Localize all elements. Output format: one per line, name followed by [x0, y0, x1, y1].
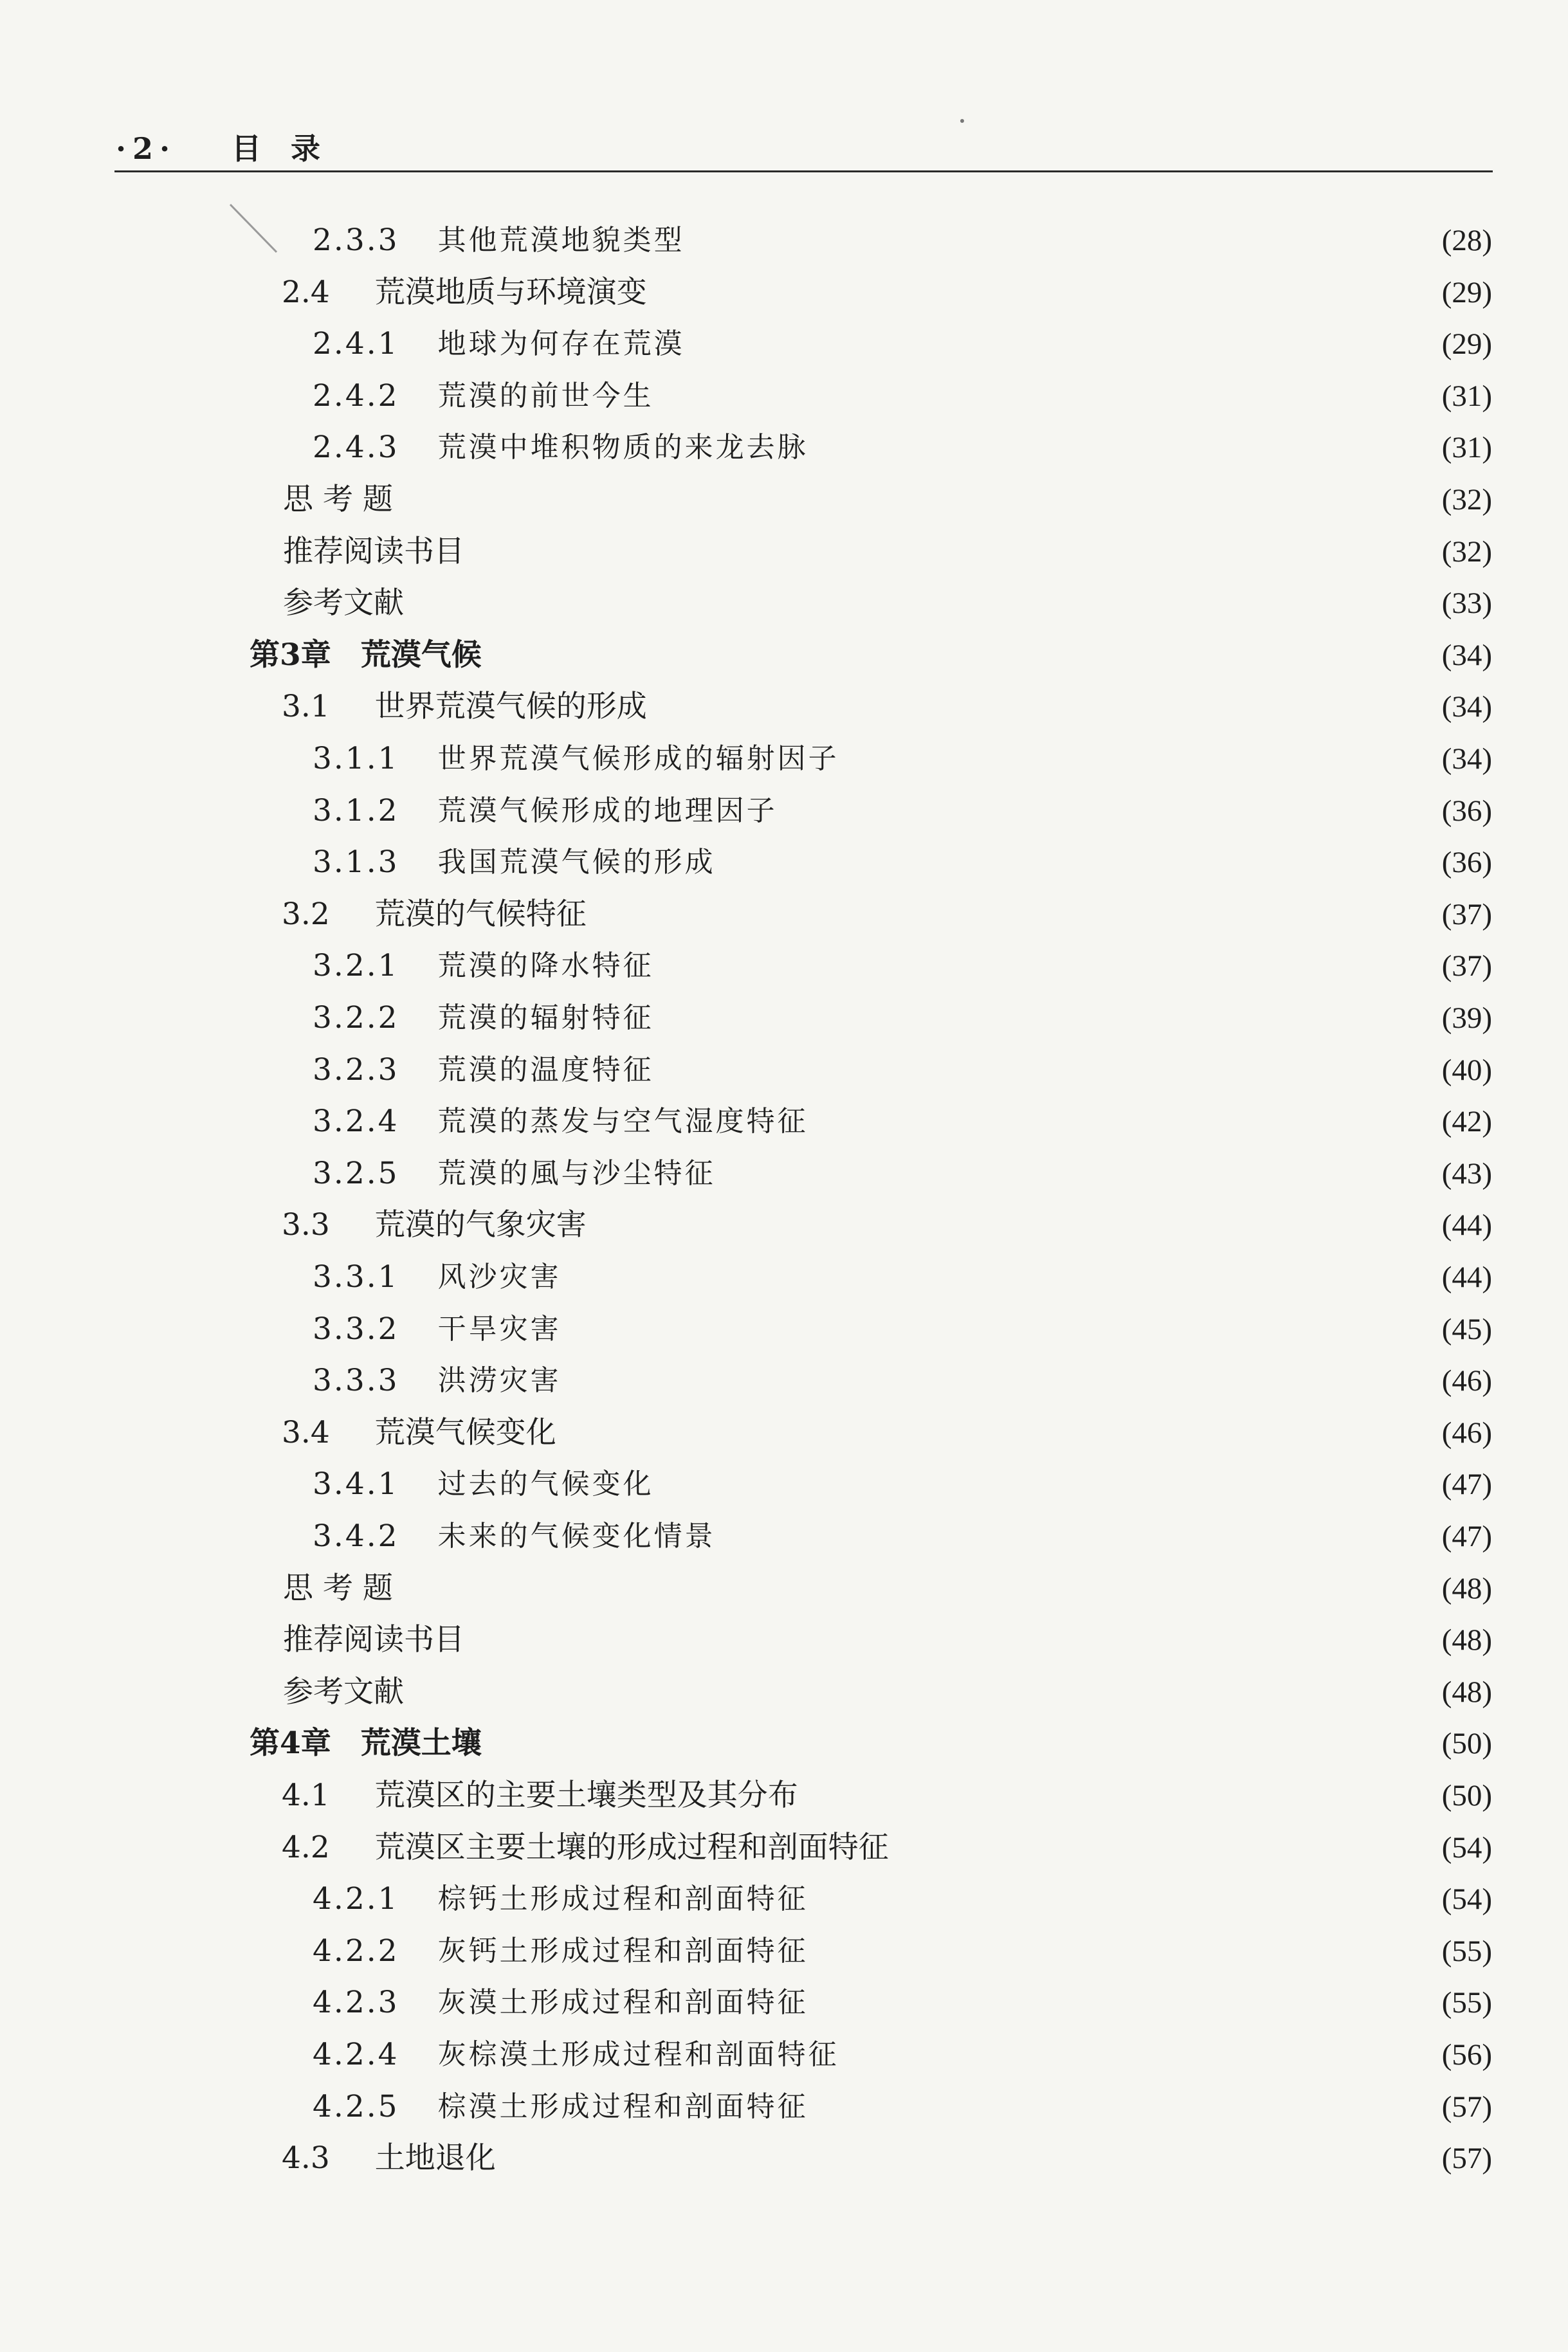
dot-leader [421, 1666, 1411, 1718]
toc-entry-page: (39) [1441, 1001, 1492, 1035]
toc-entry-page: (57) [1441, 2090, 1492, 2124]
toc-entry-page: (29) [1441, 327, 1492, 361]
toc-entry-title: 荒漠的辐射特征 [437, 1001, 654, 1034]
toc-entry-number: 4.2.5 [313, 2088, 399, 2124]
toc-entry-number: 3.3.1 [313, 1259, 399, 1295]
dot-leader [828, 1977, 1411, 2028]
toc-entry-title: 其他荒漠地貌类型 [437, 224, 685, 257]
toc-entry-number: 2.4.1 [313, 326, 399, 362]
toc-entry [0, 681, 1568, 733]
toc-entry-title: 过去的气候变化 [437, 1468, 654, 1501]
toc-entry-title: 世界荒漠气候的形成 [374, 689, 647, 725]
toc-entry [0, 1044, 1568, 1096]
toc-entry-number: 第3章 [250, 637, 331, 673]
toc-entry-page: (31) [1441, 379, 1492, 413]
toc-entry-title: 荒漠的前世今生 [437, 379, 654, 412]
dot-leader [498, 630, 1411, 681]
dot-leader [673, 370, 1411, 422]
toc-entry [0, 1770, 1568, 1821]
dot-leader [735, 1148, 1411, 1199]
toc-entry-page: (32) [1441, 534, 1492, 569]
toc-entry [0, 1355, 1568, 1407]
toc-entry-number: 3.2.2 [313, 1000, 399, 1035]
toc-entry-title: 荒漠气候形成的地理因子 [437, 794, 778, 827]
toc-entry [0, 370, 1568, 422]
toc-entry [0, 1459, 1568, 1510]
toc-entry [0, 1614, 1568, 1666]
toc-entry-number: 3.3 [282, 1207, 330, 1243]
toc-entry-title: 荒漠的蒸发与空气湿度特征 [437, 1105, 808, 1138]
toc-entry-title: 棕漠土形成过程和剖面特征 [437, 2090, 808, 2123]
toc-entry-number: 2.3.3 [313, 223, 399, 258]
toc-entry [0, 422, 1568, 473]
dot-leader [704, 215, 1411, 266]
toc-entry-number: 2.4 [282, 274, 330, 310]
toc-entry [0, 940, 1568, 992]
toc-entry [0, 1407, 1568, 1459]
dot-leader [410, 474, 1411, 525]
toc-entry-title: 未来的气候变化情景 [437, 1520, 716, 1553]
toc-entry-page: (36) [1441, 794, 1492, 828]
toc-entry-title: 参考文献 [283, 585, 404, 621]
toc-entry [0, 2081, 1568, 2133]
toc-entry [0, 526, 1568, 578]
toc-entry-page: (31) [1441, 431, 1492, 465]
page-number: ·2· [116, 131, 177, 166]
toc-entry-number: 3.2.3 [313, 1052, 399, 1088]
toc-entry [0, 1096, 1568, 1147]
toc-entry-title: 棕钙土形成过程和剖面特征 [437, 1883, 808, 1916]
toc-entry-page: (54) [1441, 1830, 1492, 1864]
toc-entry-page: (48) [1441, 1675, 1492, 1709]
toc-entry-number: 3.2.4 [313, 1104, 399, 1140]
toc-entry-title: 推荐阅读书目 [283, 1622, 464, 1658]
toc-entry-number: 3.4 [282, 1414, 330, 1450]
dot-leader [513, 2133, 1411, 2184]
toc-entry-page: (40) [1441, 1053, 1492, 1087]
dot-leader [797, 785, 1411, 837]
toc-entry-title: 荒漠的温度特征 [437, 1053, 654, 1086]
toc-entry-number: 3.1.2 [313, 792, 399, 828]
toc-entry [0, 1252, 1568, 1303]
toc-entry-number: 4.2.4 [313, 2037, 399, 2072]
toc-entry-title: 地球为何存在荒漠 [437, 327, 685, 361]
toc-entry-title: 世界荒漠气候形成的辐射因子 [437, 742, 839, 775]
toc-entry [0, 2133, 1568, 2184]
toc-entry-number: 3.4.2 [313, 1518, 399, 1554]
toc-entry-title: 荒漠气候变化 [374, 1414, 556, 1450]
toc-entry-number: 3.2 [282, 896, 330, 932]
toc-entry-page: (57) [1441, 2142, 1492, 2176]
toc-entry-title: 土地退化 [374, 2140, 496, 2176]
dot-leader [828, 422, 1411, 473]
toc-entry-number: 3.2.1 [313, 948, 399, 984]
toc-entry-number: 4.1 [282, 1778, 330, 1813]
dot-leader [481, 1614, 1411, 1666]
dot-leader [581, 1304, 1411, 1355]
toc-entry-page: (56) [1441, 2038, 1492, 2072]
toc-entry-number: 第4章 [250, 1726, 331, 1762]
toc-entry-page: (50) [1441, 1727, 1492, 1761]
toc-entry [0, 630, 1568, 681]
toc-entry-number: 4.2.1 [313, 1881, 399, 1917]
toc-entry-title: 荒漠的气候特征 [374, 896, 587, 932]
toc-entry [0, 837, 1568, 888]
toc-entry-title: 风沙灾害 [437, 1261, 561, 1293]
dot-leader [859, 2029, 1411, 2081]
dot-leader [828, 1873, 1411, 1925]
toc-entry-number: 3.1.1 [313, 741, 399, 776]
toc-entry [0, 578, 1568, 629]
toc-entry [0, 1873, 1568, 1925]
toc-entry-title: 灰棕漠土形成过程和剖面特征 [437, 2038, 839, 2071]
toc-entry [0, 992, 1568, 1044]
running-header [116, 125, 350, 168]
running-title: 目录 [232, 131, 351, 166]
dot-leader [735, 1511, 1411, 1562]
toc-entry-page: (46) [1441, 1364, 1492, 1398]
toc-entry [0, 1718, 1568, 1769]
toc-entry [0, 1666, 1568, 1718]
toc-entry-number: 3.3.3 [313, 1363, 399, 1399]
toc-entry-title: 思 考 题 [283, 482, 393, 517]
dot-leader [498, 1718, 1411, 1769]
toc-entry-page: (43) [1441, 1156, 1492, 1190]
toc-entry-title: 灰漠土形成过程和剖面特征 [437, 1986, 808, 2019]
toc-entry-title: 参考文献 [283, 1673, 404, 1709]
dot-leader [603, 1199, 1411, 1251]
dot-leader [410, 1563, 1411, 1614]
toc-entry-title: 荒漠区的主要土壤类型及其分布 [374, 1778, 798, 1813]
toc-entry-title: 荒漠的降水特征 [437, 949, 654, 983]
toc-entry [0, 1148, 1568, 1199]
toc-entry-number: 4.2.2 [313, 1933, 399, 1969]
dot-leader [673, 1044, 1411, 1096]
dot-leader [815, 1770, 1411, 1821]
dot-leader [664, 681, 1411, 733]
toc-entry-title: 我国荒漠气候的形成 [437, 846, 716, 879]
toc-entry-page: (47) [1441, 1520, 1492, 1553]
dot-leader [828, 1096, 1411, 1147]
dot-leader [828, 1926, 1411, 1977]
toc-entry-page: (50) [1441, 1779, 1492, 1812]
toc-entry-title: 灰钙土形成过程和剖面特征 [437, 1934, 808, 1967]
toc-entry-page: (33) [1441, 587, 1492, 621]
dot-leader [673, 1459, 1411, 1510]
toc-entry [0, 318, 1568, 370]
toc-entry-page: (37) [1441, 949, 1492, 983]
scan-speck [960, 119, 964, 123]
toc-entry-title: 推荐阅读书目 [283, 533, 464, 569]
toc-entry [0, 1199, 1568, 1251]
toc-entry [0, 785, 1568, 837]
toc-entry-page: (37) [1441, 897, 1492, 931]
toc-entry-page: (32) [1441, 483, 1492, 516]
dot-leader [906, 1822, 1411, 1873]
toc-entry-number: 3.4.1 [313, 1466, 399, 1502]
toc-entry-title: 荒漠气候 [360, 637, 482, 673]
toc-entry-page: (44) [1441, 1261, 1492, 1294]
toc-entry-page: (48) [1441, 1571, 1492, 1605]
toc-entry-number: 2.4.3 [313, 430, 399, 466]
toc-entry-number: 4.2 [282, 1829, 330, 1865]
toc-entry-page: (54) [1441, 1883, 1492, 1917]
toc-entry [0, 889, 1568, 940]
toc-entry-number: 4.2.3 [313, 1985, 399, 2021]
toc-entry-number: 3.1 [282, 689, 330, 725]
dot-leader [704, 318, 1411, 370]
toc-entry-page: (47) [1441, 1468, 1492, 1502]
toc-entry [0, 215, 1568, 266]
toc-entry-number: 4.3 [282, 2140, 330, 2176]
toc-entry-page: (48) [1441, 1623, 1492, 1657]
dot-leader [664, 267, 1411, 318]
toc-entry-page: (42) [1441, 1105, 1492, 1139]
toc-entry-number: 2.4.2 [313, 378, 399, 414]
toc-entry-title: 荒漠的風与沙尘特征 [437, 1156, 716, 1190]
toc-entry [0, 1977, 1568, 2028]
dot-leader [673, 992, 1411, 1044]
toc-entry-title: 荒漠中堆积物质的来龙去脉 [437, 431, 808, 464]
toc-entry-page: (34) [1441, 638, 1492, 672]
toc-entry-number: 3.2.5 [313, 1155, 399, 1191]
toc-entry-page: (55) [1441, 1986, 1492, 2020]
dot-leader [573, 1407, 1411, 1459]
toc-entry [0, 1822, 1568, 1873]
toc-entry-page: (44) [1441, 1208, 1492, 1243]
dot-leader [735, 837, 1411, 888]
toc-entry-page: (29) [1441, 275, 1492, 309]
toc-entry [0, 474, 1568, 525]
header-rule [114, 170, 1493, 172]
dot-leader [581, 1252, 1411, 1303]
toc-entry-title: 荒漠的气象灾害 [374, 1207, 587, 1243]
dot-leader [481, 526, 1411, 578]
toc-entry [0, 267, 1568, 318]
toc-entry-title: 思 考 题 [283, 1570, 393, 1606]
toc-entry-title: 干旱灾害 [437, 1312, 561, 1345]
toc-entry [0, 733, 1568, 785]
toc-entry-page: (28) [1441, 224, 1492, 257]
dot-leader [603, 889, 1411, 940]
toc-entry [0, 2029, 1568, 2081]
toc-entry-page: (34) [1441, 742, 1492, 776]
toc-entry-number: 3.1.3 [313, 844, 399, 880]
dot-leader [581, 1355, 1411, 1407]
toc-entry-title: 荒漠地质与环境演变 [374, 274, 647, 310]
toc-entry [0, 1511, 1568, 1562]
toc-entry [0, 1926, 1568, 1977]
toc-entry-page: (34) [1441, 690, 1492, 724]
toc-entry-title: 荒漠土壤 [360, 1726, 482, 1762]
dot-leader [421, 578, 1411, 629]
toc-entry-page: (36) [1441, 846, 1492, 880]
toc-entry-page: (55) [1441, 1934, 1492, 1968]
toc-entry [0, 1563, 1568, 1614]
toc-entry [0, 1304, 1568, 1355]
toc-entry-page: (45) [1441, 1312, 1492, 1346]
dot-leader [828, 2081, 1411, 2133]
toc-entry-title: 荒漠区主要土壤的形成过程和剖面特征 [374, 1829, 889, 1865]
toc-entry-title: 洪涝灾害 [437, 1364, 561, 1398]
dot-leader [673, 940, 1411, 992]
dot-leader [859, 733, 1411, 785]
toc-entry-number: 3.3.2 [313, 1311, 399, 1347]
toc-entry-page: (46) [1441, 1416, 1492, 1450]
